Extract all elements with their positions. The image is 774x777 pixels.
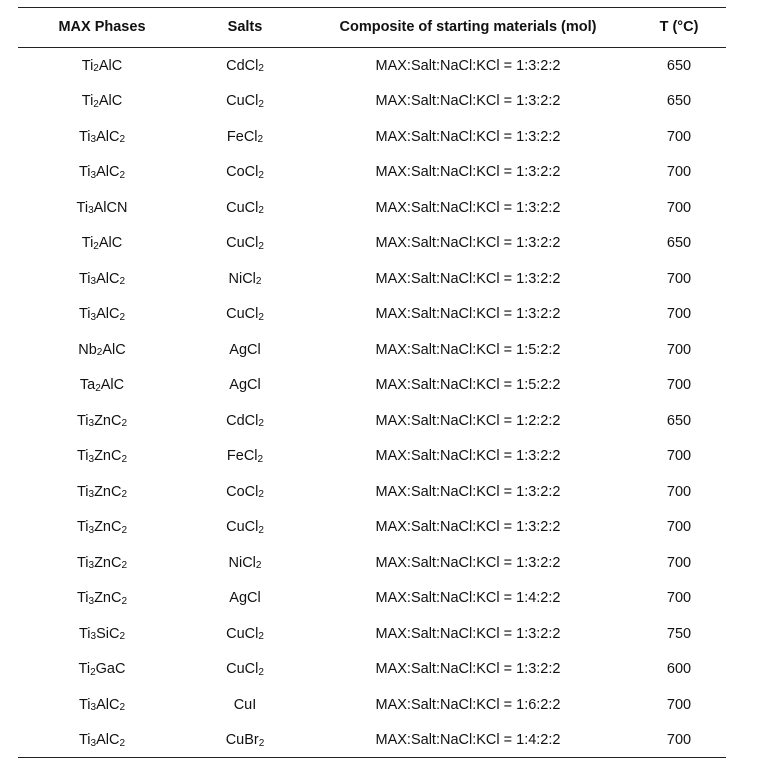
max-phase-text: ZnC xyxy=(94,412,122,429)
salt-subscript: 2 xyxy=(257,453,264,465)
max-phase-subscript: 2 xyxy=(121,560,128,572)
cell-temperature: 700 xyxy=(666,483,692,500)
salt-subscript: 2 xyxy=(258,737,265,749)
cell-temperature: 600 xyxy=(666,661,692,678)
max-phase-subscript: 2 xyxy=(119,169,126,181)
max-phase-subscript: 3 xyxy=(90,702,97,714)
cell-temperature: 700 xyxy=(666,519,692,536)
cell-composite: MAX:Salt:NaCl:KCl = 1:3:2:2 xyxy=(375,306,561,323)
salt-subscript: 2 xyxy=(258,631,264,643)
max-phase-text: AlC xyxy=(96,270,120,287)
cell-salt xyxy=(186,226,304,262)
max-phase-text: AlC xyxy=(96,732,120,749)
cell-temperature: 700 xyxy=(666,448,692,465)
table-row xyxy=(18,261,726,297)
table-row xyxy=(18,403,726,439)
max-phase-subscript: 3 xyxy=(88,489,95,501)
cell-salt xyxy=(186,581,304,617)
cell-max-phase xyxy=(18,510,186,546)
cell-composite: MAX:Salt:NaCl:KCl = 1:5:2:2 xyxy=(375,341,561,358)
cell-salt xyxy=(186,474,304,510)
max-phase-subscript: 3 xyxy=(88,595,95,607)
max-phase-subscript: 3 xyxy=(90,631,97,643)
max-phase-subscript: 2 xyxy=(119,311,126,323)
table-row xyxy=(18,439,726,475)
cell-salt xyxy=(186,261,304,297)
cell-salt xyxy=(186,439,304,475)
cell-max-phase xyxy=(18,261,186,297)
salt-text: NiCl xyxy=(228,554,256,571)
header-composite: Composite of starting materials (mol) xyxy=(339,19,597,35)
table-row xyxy=(18,723,726,759)
table-row xyxy=(18,119,726,155)
max-phase-text: ZnC xyxy=(94,519,122,536)
max-phase-subscript: 2 xyxy=(119,702,126,714)
cell-salt xyxy=(186,652,304,688)
max-phase-text: GaC xyxy=(95,661,126,678)
cell-salt xyxy=(186,332,304,368)
salt-text: CdCl xyxy=(226,412,259,429)
table-row xyxy=(18,510,726,546)
cell-temperature: 700 xyxy=(666,696,692,713)
max-phase-subscript: 3 xyxy=(90,737,97,749)
max-phase-text: Ti xyxy=(81,235,94,252)
salt-subscript: 2 xyxy=(258,524,264,536)
table-row xyxy=(18,332,726,368)
max-phase-subscript: 3 xyxy=(88,560,95,572)
salt-subscript: 2 xyxy=(258,489,264,501)
max-phase-text: AlC xyxy=(96,696,120,713)
max-phase-subscript: 2 xyxy=(119,276,126,288)
cell-max-phase xyxy=(18,545,186,581)
max-phase-text: Ti xyxy=(76,554,89,571)
salt-subscript: 2 xyxy=(257,134,264,146)
salt-text: NiCl xyxy=(228,270,256,287)
cell-composite: MAX:Salt:NaCl:KCl = 1:3:2:2 xyxy=(375,519,561,536)
cell-composite: MAX:Salt:NaCl:KCl = 1:4:2:2 xyxy=(375,590,561,607)
max-phase-text: ZnC xyxy=(94,554,122,571)
table-row xyxy=(18,84,726,120)
max-phase-subscript: 3 xyxy=(88,524,95,536)
header-salts: Salts xyxy=(227,19,263,35)
max-phase-subscript: 3 xyxy=(90,276,97,288)
cell-temperature: 700 xyxy=(666,590,692,607)
cell-max-phase xyxy=(18,439,186,475)
header-max-phases: MAX Phases xyxy=(58,19,146,35)
max-phase-text: Ti xyxy=(81,57,94,74)
cell-composite: MAX:Salt:NaCl:KCl = 1:3:2:2 xyxy=(375,483,561,500)
table-row xyxy=(18,297,726,333)
max-phase-text: Nb xyxy=(78,341,97,358)
cell-max-phase xyxy=(18,723,186,759)
cell-temperature: 650 xyxy=(666,57,692,74)
cell-max-phase xyxy=(18,474,186,510)
salt-subscript: 2 xyxy=(258,205,264,217)
salt-text: AgCl xyxy=(229,377,261,394)
max-phase-subscript: 2 xyxy=(121,453,128,465)
max-phase-text: SiC xyxy=(96,625,120,642)
max-phase-text: AlC xyxy=(102,341,126,358)
max-phase-text: Ti xyxy=(76,590,89,607)
salt-text: FeCl xyxy=(226,128,258,145)
cell-max-phase xyxy=(18,616,186,652)
max-phase-text: Ti xyxy=(76,199,89,216)
max-phase-subscript: 3 xyxy=(88,418,95,430)
cell-max-phase xyxy=(18,119,186,155)
cell-temperature: 700 xyxy=(666,270,692,287)
table-row xyxy=(18,474,726,510)
cell-temperature: 700 xyxy=(666,732,692,749)
max-phase-text: AlC xyxy=(100,377,125,394)
max-phase-subscript: 3 xyxy=(90,134,97,146)
max-phase-text: Ti xyxy=(78,732,91,749)
salt-text: CuI xyxy=(233,696,257,713)
cell-composite: MAX:Salt:NaCl:KCl = 1:6:2:2 xyxy=(375,696,561,713)
table-row xyxy=(18,652,726,688)
max-phase-text: ZnC xyxy=(94,448,122,465)
max-phase-text: AlC xyxy=(96,164,120,181)
max-phase-text: Ti xyxy=(76,412,89,429)
max-phase-text: ZnC xyxy=(94,590,122,607)
cell-salt xyxy=(186,48,304,84)
salt-subscript: 2 xyxy=(258,311,264,323)
cell-temperature: 700 xyxy=(666,306,692,323)
max-phase-subscript: 2 xyxy=(93,63,99,75)
cell-composite: MAX:Salt:NaCl:KCl = 1:3:2:2 xyxy=(375,554,561,571)
max-phase-text: AlC xyxy=(98,57,123,74)
table-row xyxy=(18,687,726,723)
table-row xyxy=(18,226,726,262)
cell-max-phase xyxy=(18,190,186,226)
cell-composite: MAX:Salt:NaCl:KCl = 1:3:2:2 xyxy=(375,164,561,181)
max-phase-subscript: 3 xyxy=(90,311,97,323)
cell-composite: MAX:Salt:NaCl:KCl = 1:3:2:2 xyxy=(375,57,561,74)
max-phase-subscript: 2 xyxy=(93,240,99,252)
cell-composite: MAX:Salt:NaCl:KCl = 1:2:2:2 xyxy=(375,412,561,429)
cell-composite: MAX:Salt:NaCl:KCl = 1:3:2:2 xyxy=(375,448,561,465)
cell-max-phase xyxy=(18,48,186,84)
salt-text: CuCl xyxy=(226,306,259,323)
max-phase-text: Ta xyxy=(79,377,96,394)
salt-text: CoCl xyxy=(226,164,259,181)
cell-salt xyxy=(186,368,304,404)
salt-text: CoCl xyxy=(226,483,259,500)
max-phase-subscript: 2 xyxy=(95,382,101,394)
table-bottom-rule xyxy=(18,757,726,758)
salt-subscript: 2 xyxy=(258,98,264,110)
cell-salt xyxy=(186,403,304,439)
table-row xyxy=(18,48,726,84)
max-phase-text: AlC xyxy=(98,235,123,252)
max-phase-text: AlC xyxy=(98,93,123,110)
salt-subscript: 2 xyxy=(258,418,264,430)
cell-composite: MAX:Salt:NaCl:KCl = 1:3:2:2 xyxy=(375,199,561,216)
max-phase-text: Ti xyxy=(76,448,89,465)
cell-composite: MAX:Salt:NaCl:KCl = 1:3:2:2 xyxy=(375,128,561,145)
max-phase-text: AlC xyxy=(96,306,120,323)
salt-text: CuBr xyxy=(225,732,259,749)
max-phase-subscript: 2 xyxy=(121,489,128,501)
cell-max-phase xyxy=(18,687,186,723)
max-phase-text: AlCN xyxy=(93,199,128,216)
cell-max-phase xyxy=(18,297,186,333)
table-row xyxy=(18,581,726,617)
cell-salt xyxy=(186,84,304,120)
cell-temperature: 650 xyxy=(666,93,692,110)
max-phase-text: Ti xyxy=(78,164,91,181)
max-phase-subscript: 2 xyxy=(93,98,99,110)
max-phase-subscript: 2 xyxy=(96,347,103,359)
cell-salt xyxy=(186,155,304,191)
cell-salt xyxy=(186,190,304,226)
max-phase-subscript: 2 xyxy=(90,666,96,678)
max-phase-subscript: 2 xyxy=(121,524,128,536)
salt-text: CuCl xyxy=(226,235,259,252)
max-phase-text: Ti xyxy=(78,696,91,713)
cell-salt xyxy=(186,297,304,333)
max-phase-text: Ti xyxy=(78,661,91,678)
cell-salt xyxy=(186,616,304,652)
table-header-row xyxy=(18,7,726,47)
cell-max-phase xyxy=(18,368,186,404)
table-row xyxy=(18,190,726,226)
max-phase-subscript: 3 xyxy=(88,453,95,465)
header-temperature: T (°C) xyxy=(659,19,699,35)
max-phase-text: AlC xyxy=(96,128,120,145)
cell-composite: MAX:Salt:NaCl:KCl = 1:3:2:2 xyxy=(375,93,561,110)
cell-salt xyxy=(186,723,304,759)
salt-text: AgCl xyxy=(229,590,261,607)
cell-max-phase xyxy=(18,226,186,262)
cell-composite: MAX:Salt:NaCl:KCl = 1:3:2:2 xyxy=(375,235,561,252)
max-phase-subscript: 3 xyxy=(88,205,94,217)
salt-text: AgCl xyxy=(229,341,261,358)
cell-salt xyxy=(186,687,304,723)
cell-temperature: 700 xyxy=(666,199,692,216)
cell-salt xyxy=(186,545,304,581)
max-phase-subscript: 3 xyxy=(90,169,97,181)
cell-max-phase xyxy=(18,84,186,120)
table-row xyxy=(18,545,726,581)
cell-composite: MAX:Salt:NaCl:KCl = 1:5:2:2 xyxy=(375,377,561,394)
salt-subscript: 2 xyxy=(258,169,264,181)
salt-text: CuCl xyxy=(226,199,259,216)
max-phase-text: Ti xyxy=(76,483,89,500)
cell-max-phase xyxy=(18,332,186,368)
salt-text: CuCl xyxy=(226,93,259,110)
salt-subscript: 2 xyxy=(258,666,264,678)
salt-text: CuCl xyxy=(226,661,259,678)
max-phase-subscript: 2 xyxy=(121,418,128,430)
cell-temperature: 700 xyxy=(666,377,692,394)
cell-temperature: 650 xyxy=(666,412,692,429)
cell-temperature: 700 xyxy=(666,128,692,145)
table-row xyxy=(18,155,726,191)
cell-max-phase xyxy=(18,155,186,191)
cell-temperature: 700 xyxy=(666,164,692,181)
max-phase-text: ZnC xyxy=(94,483,122,500)
cell-salt xyxy=(186,510,304,546)
cell-temperature: 650 xyxy=(666,235,692,252)
salt-subscript: 2 xyxy=(258,63,264,75)
cell-temperature: 700 xyxy=(666,554,692,571)
salt-subscript: 2 xyxy=(255,560,262,572)
cell-temperature: 700 xyxy=(666,341,692,358)
max-phase-text: Ti xyxy=(81,93,94,110)
max-phase-subscript: 2 xyxy=(121,595,128,607)
salt-subscript: 2 xyxy=(258,240,264,252)
cell-composite: MAX:Salt:NaCl:KCl = 1:3:2:2 xyxy=(375,270,561,287)
cell-max-phase xyxy=(18,403,186,439)
max-phase-text: Ti xyxy=(78,270,91,287)
max-phase-subscript: 2 xyxy=(119,737,126,749)
cell-salt xyxy=(186,119,304,155)
table-row xyxy=(18,616,726,652)
salt-text: CuCl xyxy=(226,625,259,642)
max-phase-text: Ti xyxy=(78,128,91,145)
cell-max-phase xyxy=(18,581,186,617)
cell-composite: MAX:Salt:NaCl:KCl = 1:4:2:2 xyxy=(375,732,561,749)
cell-max-phase xyxy=(18,652,186,688)
max-phase-subscript: 2 xyxy=(119,134,126,146)
salt-text: CuCl xyxy=(226,519,259,536)
table-row xyxy=(18,368,726,404)
max-phase-text: Ti xyxy=(78,625,91,642)
cell-temperature: 750 xyxy=(666,625,692,642)
max-phase-text: Ti xyxy=(78,306,91,323)
max-phase-text: Ti xyxy=(76,519,89,536)
cell-composite: MAX:Salt:NaCl:KCl = 1:3:2:2 xyxy=(375,661,561,678)
salt-text: FeCl xyxy=(226,448,258,465)
cell-composite: MAX:Salt:NaCl:KCl = 1:3:2:2 xyxy=(375,625,561,642)
salt-subscript: 2 xyxy=(255,276,262,288)
salt-text: CdCl xyxy=(226,57,259,74)
max-phase-subscript: 2 xyxy=(119,631,126,643)
